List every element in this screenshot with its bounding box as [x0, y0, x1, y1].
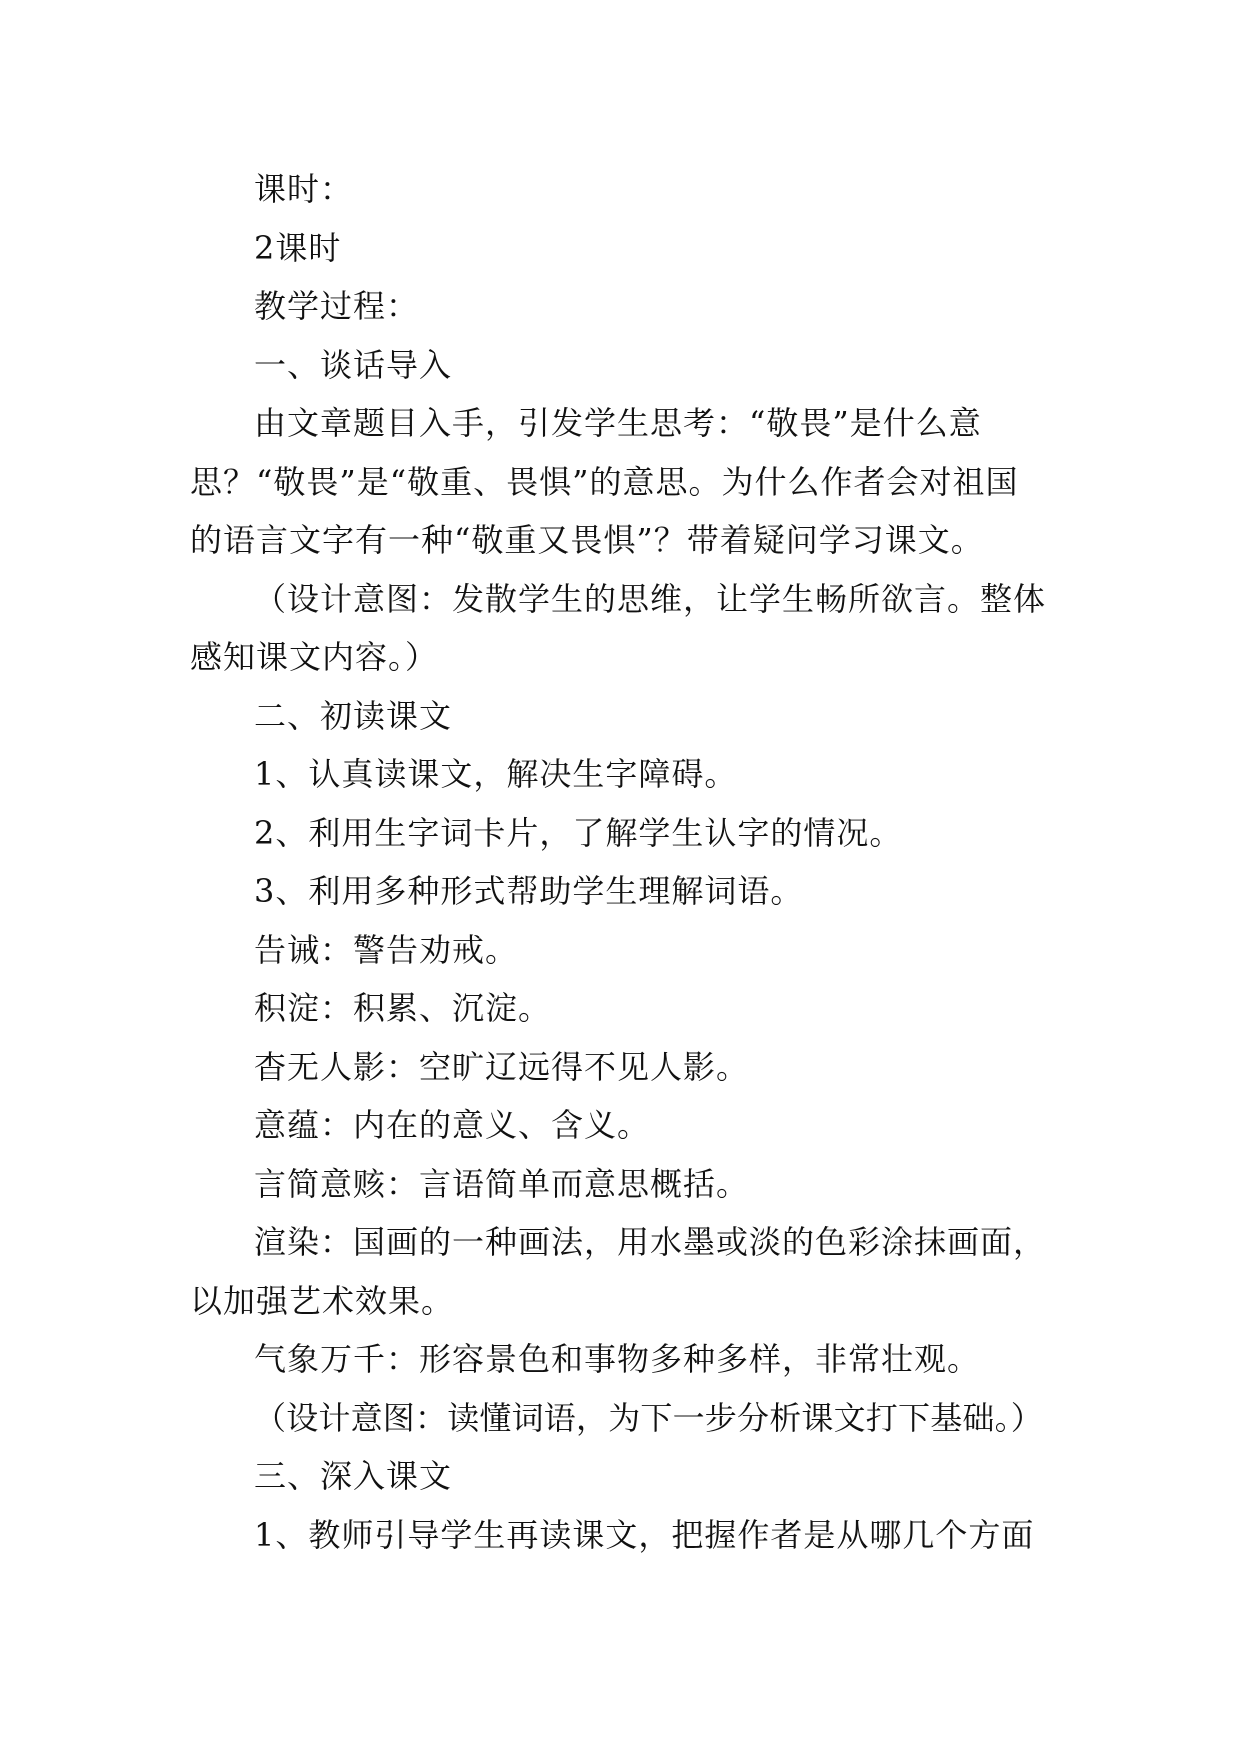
paragraph-class-hours-label: 课时：: [254, 170, 354, 208]
paragraph-introduction-body: 由文章题目入手，引发学生思考：“敬畏”是什么意思？“敬畏”是“敬重、畏惧”的意思。为什么作者会对祖国的语言文字有一种“敬重又畏惧”？带着疑问学习课文。: [190, 404, 1019, 559]
section-heading-first-reading: 二、初读课文: [254, 696, 453, 735]
list-item-reading-step-1: 1、认真读课文，解决生字障碍。: [254, 755, 738, 793]
list-item-deep-reading-step-1: 1、教师引导学生再读课文，把握作者是从哪几个方面: [254, 1515, 1035, 1554]
section-heading-introduction: 一、谈话导入: [254, 345, 453, 384]
paragraph-class-hours-value: 2课时: [254, 228, 342, 267]
paragraph-teaching-process-heading: 教学过程：: [254, 287, 420, 325]
vocab-definition-yiyun: 意蕴：内在的意义、含义。: [254, 1106, 651, 1144]
list-item-reading-step-2: 2、利用生字词卡片，了解学生认字的情况。: [254, 813, 903, 852]
paragraph-design-intent-1: （设计意图：发散学生的思维，让学生畅所欲言。整体感知课文内容。）: [190, 579, 1047, 676]
vocab-definition-gaojie: 告诫：警告劝戒。: [254, 930, 519, 969]
vocab-definition-yanjianyigai: 言简意赅：言语简单而意思概括。: [254, 1164, 750, 1203]
section-heading-deep-reading: 三、深入课文: [254, 1457, 453, 1495]
vocab-definition-qixiangwanqian: 气象万千：形容景色和事物多种多样，非常壮观。: [254, 1340, 981, 1378]
paragraph-design-intent-2: （设计意图：读懂词语，为下一步分析课文打下基础。）: [254, 1398, 1044, 1437]
list-item-reading-step-3: 3、利用多种形式帮助学生理解词语。: [254, 872, 804, 910]
vocab-definition-yaowurenying: 杳无人影：空旷辽远得不见人影。: [254, 1047, 750, 1086]
vocab-definition-xuanran: 渲染：国画的一种画法，用水墨或淡的色彩涂抹画面，以加强艺术效果。: [190, 1223, 1047, 1320]
document-body: [190, 160, 1050, 1564]
vocab-definition-jidian: 积淀：积累、沉淀。: [254, 989, 552, 1027]
